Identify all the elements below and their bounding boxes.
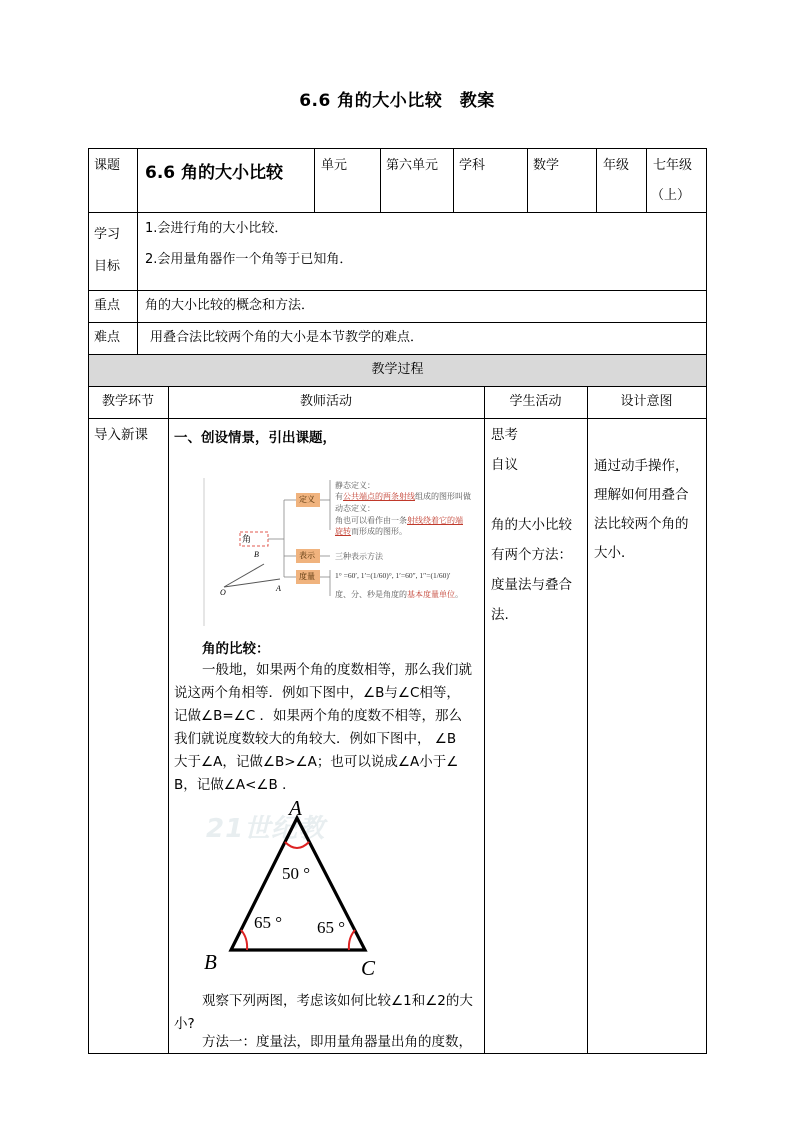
key-point-label: 重点: [94, 298, 121, 313]
compare-line-5: 大于∠A，记做∠B>∠A；也可以说成∠A小于∠: [174, 754, 459, 770]
key-point-text: 角的大小比较的概念和方法．: [145, 298, 315, 313]
compare-line-2: 说这两个角相等．例如下图中，∠B与∠C相等，: [174, 685, 460, 701]
compare-line-4: 我们就说度数较大的角较大．例如下图中， ∠B: [174, 731, 457, 747]
objective-item-2: 2.会用量角器作一个角等于已知角．: [145, 252, 353, 267]
objective-item-1: 1.会进行角的大小比较．: [145, 221, 288, 236]
observe-line-2: 小?: [174, 1016, 195, 1032]
mindmap-representation-text: 三种表示方法: [335, 552, 383, 561]
grade-value: 七年级: [653, 158, 693, 173]
mindmap-tag-measure: 度量: [299, 572, 315, 581]
document-title: 6.6 角的大小比较 教案: [299, 91, 495, 111]
student-activity: [491, 420, 583, 630]
unit-value: 第六单元: [386, 158, 439, 173]
mindmap-tag-definition: 定义: [299, 495, 315, 504]
triangle-figure: [196, 796, 406, 982]
mindmap-root: 角: [242, 535, 252, 545]
process-heading: 教学过程: [371, 362, 424, 377]
subject-value: 数学: [533, 158, 560, 173]
triangle-angle-c: 65 °: [317, 918, 346, 937]
mindmap-measure-formula: 1° =60′, 1′=(1/60)°, 1′=60″, 1″=(1/60)′: [335, 571, 451, 580]
objectives-label-2: 目标: [94, 259, 121, 274]
mindmap-static-text: 有公共端点的两条射线组成的图形叫做: [335, 492, 471, 501]
mindmap-point-a: A: [276, 584, 281, 593]
triangle-vertex-a: A: [289, 796, 302, 820]
design-line-4: 大小．: [594, 545, 635, 561]
triangle-vertex-c: C: [361, 956, 376, 980]
design-line-2: 理解如何用叠合: [594, 487, 689, 503]
col-teacher: 教师活动: [299, 394, 352, 409]
method-line: 方法一：度量法，即用量角器量出角的度数，: [202, 1034, 472, 1050]
mindmap-point-b: B: [254, 550, 259, 559]
compare-line-6: B，记做∠A<∠B ．: [174, 777, 296, 793]
student-line-1: 思考: [491, 427, 518, 443]
unit-label: 单元: [321, 158, 348, 173]
col-design: 设计意图: [620, 394, 673, 409]
lesson-value: 6.6 角的大小比较: [145, 163, 284, 183]
triangle-watermark: 21世纪教: [206, 814, 326, 844]
student-line-7: 法.: [491, 607, 509, 623]
observe-line-1: 观察下列两图，考虑该如何比较∠1和∠2的大: [202, 993, 473, 1009]
student-line-4: 角的大小比较: [491, 517, 572, 533]
triangle-vertex-b: B: [204, 950, 217, 974]
mindmap-static-title: 静态定义：: [335, 481, 375, 490]
design-intent: [594, 452, 704, 568]
compare-heading: 角的比较：: [202, 641, 270, 657]
student-line-6: 度量法与叠合: [491, 577, 572, 593]
mindmap-point-o: O: [220, 588, 226, 597]
design-line-3: 法比较两个角的: [594, 516, 689, 532]
mindmap-dynamic-text-2: 旋转而形成的图形。: [335, 527, 407, 536]
col-stage: 教学环节: [101, 394, 154, 409]
mindmap-dynamic-title: 动态定义：: [335, 504, 375, 513]
col-student: 学生活动: [509, 394, 562, 409]
mindmap-dynamic-text: 角也可以看作由一条射线绕着它的端: [335, 516, 463, 525]
grade-label: 年级: [603, 158, 630, 173]
triangle-angle-b: 65 °: [254, 913, 283, 932]
student-line-2: 自议: [491, 457, 518, 473]
design-line-1: 通过动手操作，: [594, 458, 689, 474]
triangle-angle-a: 50 °: [282, 864, 311, 883]
observe-paragraph: [174, 990, 480, 1036]
lesson-label: 课题: [94, 158, 121, 173]
difficulty-label: 难点: [94, 330, 121, 345]
difficulty-text: 用叠合法比较两个角的大小是本节教学的难点．: [150, 330, 424, 345]
stage-name: 导入新课: [94, 427, 148, 443]
teacher-heading: 一、创设情景，引出课题，: [174, 430, 336, 446]
compare-line-1: 一般地，如果两个角的度数相等，那么我们就: [202, 662, 472, 678]
mindmap-measure-text: 度、分、秒是角度的基本度量单位。: [335, 590, 463, 599]
objectives-label-1: 学习: [94, 227, 121, 242]
student-line-5: 有两个方法：: [491, 547, 572, 563]
student-line-3: [491, 480, 583, 510]
grade-term: （上）: [651, 188, 691, 203]
angle-mindmap: [196, 478, 482, 628]
compare-paragraph: [174, 659, 480, 797]
compare-line-3: 记做∠B=∠C ．如果两个角的度数不相等，那么: [174, 708, 462, 724]
mindmap-tag-representation: 表示: [299, 551, 315, 560]
subject-label: 学科: [459, 158, 486, 173]
